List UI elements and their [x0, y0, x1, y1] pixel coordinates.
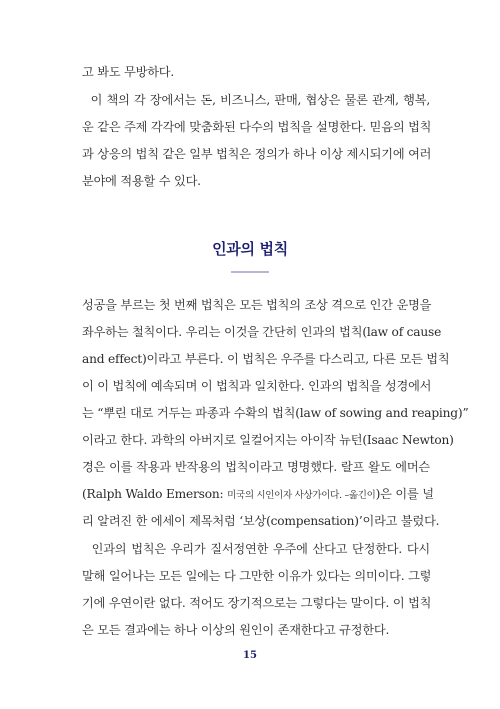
- paragraph-2-line-6: 이라고 한다. 과학의 아버지로 일컬어지는 아이작 뉴턴(Isaac Newton): [82, 433, 454, 447]
- translator-note: 미국의 시인이자 사상가이다. –옮긴이: [227, 490, 376, 501]
- paragraph-2-line-8: [82, 486, 434, 504]
- paragraph-2-line-1: 성공을 부르는 첫 번째 법칙은 모든 법칙의 조상 격으로 인간 운명을: [82, 298, 432, 312]
- paragraph-2-line-3: and effect)이라고 부른다. 이 법칙은 우주를 다스리고, 다른 모든 법칙: [82, 352, 450, 366]
- paragraph-3-line-3: 기에 우연이란 없다. 적어도 장기적으로는 그렇다는 말이다. 이 법칙: [82, 596, 432, 610]
- section-title: 인과의 법칙: [212, 240, 288, 258]
- paragraph-3-line-1: 인과의 법칙은 우리가 질서정연한 우주에 산다고 단정한다. 다시: [82, 542, 430, 556]
- paragraph-1-line-1: 고 봐도 무방하다.: [82, 65, 175, 79]
- paragraph-3-line-2: 말해 일어나는 모든 일에는 다 그만한 이유가 있다는 의미이다. 그렇: [82, 569, 432, 583]
- paragraph-1-line-2: 이 책의 각 장에서는 돈, 비즈니스, 판매, 협상은 물론 관계, 행복,: [82, 93, 430, 107]
- paragraph-1-line-5: 분야에 적용할 수 있다.: [82, 174, 201, 188]
- paragraph-2-line-4: 이 이 법칙에 예속되며 이 법칙과 일치한다. 인과의 법칙을 성경에서: [82, 379, 432, 393]
- emerson-name: (Ralph Waldo Emerson:: [82, 487, 224, 501]
- paragraph-3-line-4: 은 모든 결과에는 하나 이상의 원인이 존재한다고 규정한다.: [82, 623, 390, 637]
- paragraph-2-line-9: 리 알려진 한 에세이 제목처럼 ‘보상(compensation)’이라고 불렀다.: [82, 514, 440, 528]
- paragraph-2-line-2: 좌우하는 철칙이다. 우리는 이것을 간단히 인과의 법칙(law of cause: [82, 325, 442, 339]
- heading-underline-rule: [231, 271, 269, 273]
- paragraph-2-line-5: 는 “뿌린 대로 거두는 파종과 수확의 법칙(law of sowing and reaping)”: [82, 406, 469, 420]
- page-number: 15: [243, 650, 257, 661]
- paragraph-1-line-4: 과 상응의 법칙 같은 일부 법칙은 정의가 하나 이상 제시되기에 여러: [82, 147, 432, 161]
- paragraph-1-line-3: 운 같은 주제 각각에 맞춤화된 다수의 법칙을 설명한다. 믿음의 법칙: [82, 120, 432, 134]
- paragraph-2-line-8-tail: )은 이를 널: [375, 487, 434, 501]
- paragraph-2-line-7: 경은 이를 작용과 반작용의 법칙이라고 명명했다. 랄프 왈도 에머슨: [82, 460, 430, 474]
